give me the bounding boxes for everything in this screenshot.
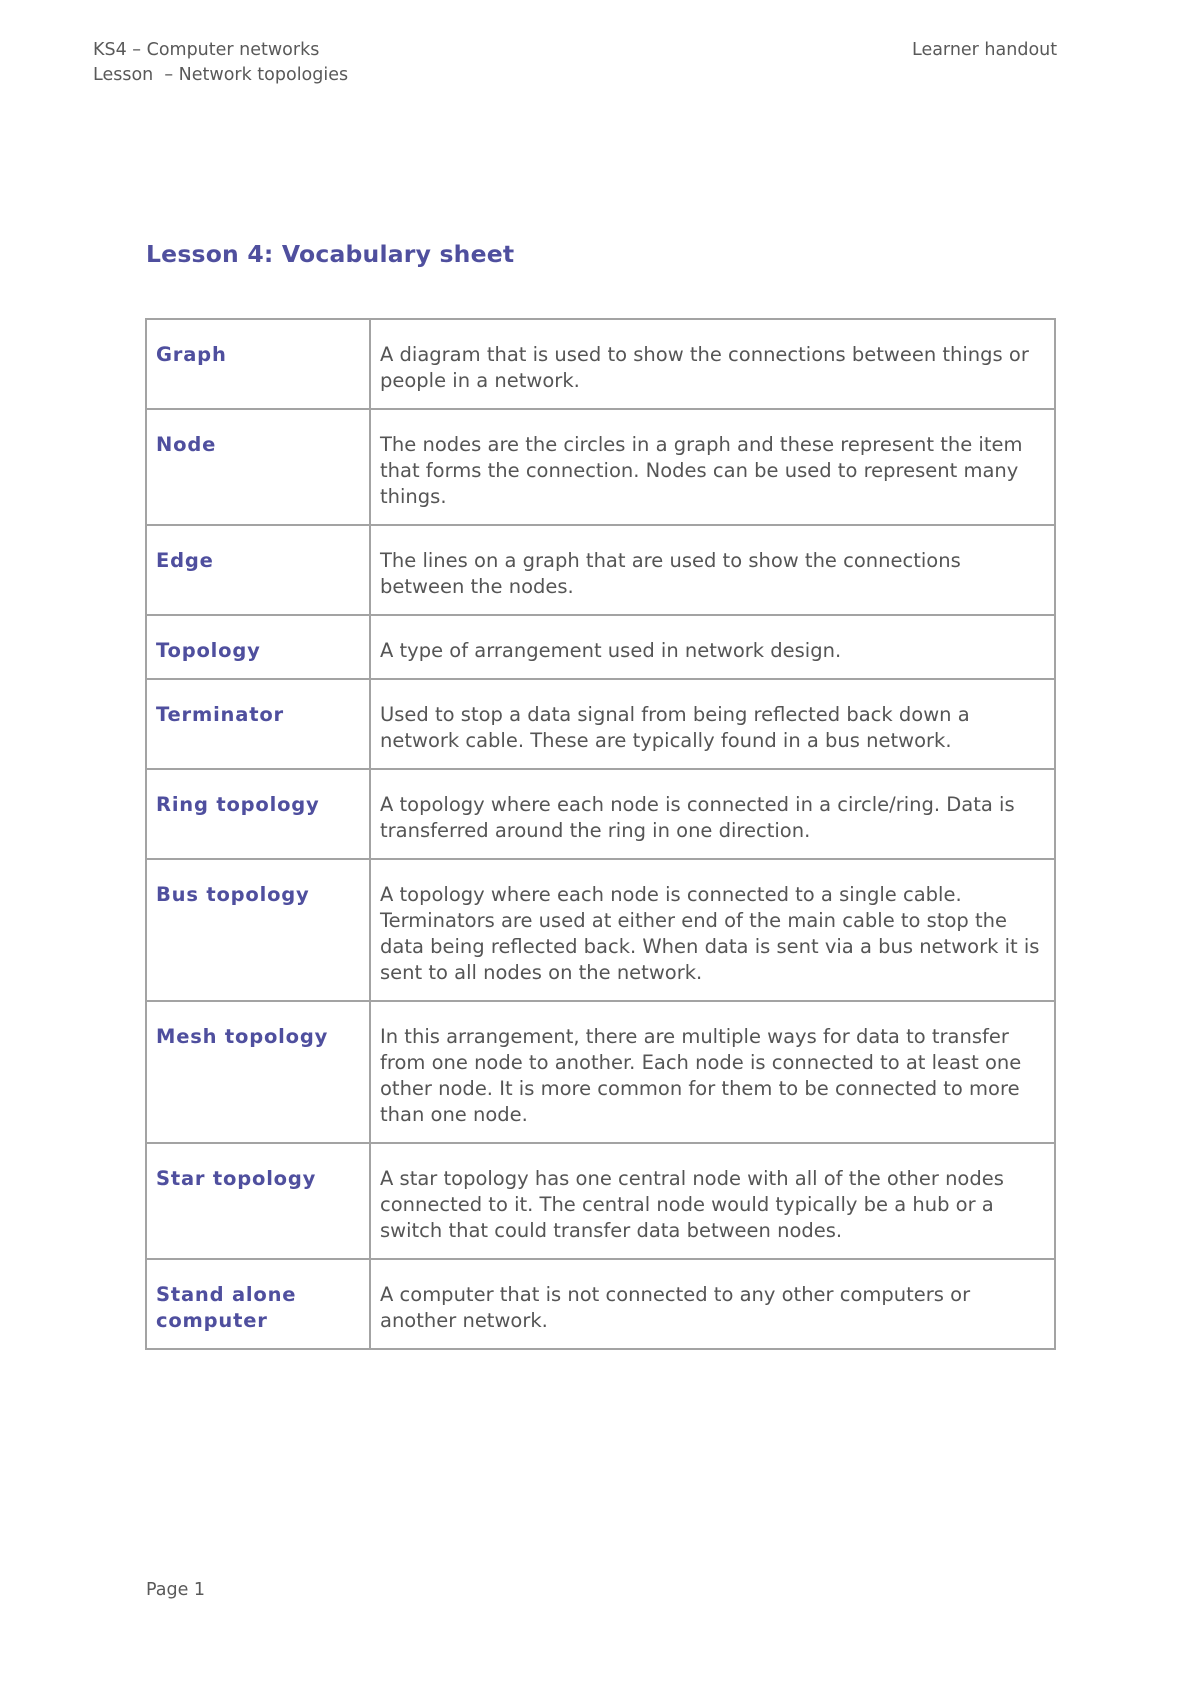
- lesson-subtitle: Lesson – Network topologies: [93, 65, 349, 85]
- table-row: [146, 1259, 1055, 1349]
- definition-cell: The nodes are the circles in a graph and these represent the item that forms the connection. Nodes can be used to represent many things.: [370, 409, 1055, 525]
- term-cell: Node: [146, 409, 370, 525]
- term-cell: Graph: [146, 319, 370, 409]
- definition-cell: The lines on a graph that are used to show the connections between the nodes.: [370, 525, 1055, 615]
- definition-cell: In this arrangement, there are multiple ways for data to transfer from one node to another. Each node is connected to at least one other node. It is more common for them to be connected to more than one node.: [370, 1001, 1055, 1143]
- term-cell: Bus topology: [146, 859, 370, 1001]
- table-row: [146, 1001, 1055, 1143]
- table-row: [146, 615, 1055, 679]
- handout-label: Learner handout: [912, 40, 1058, 60]
- course-title: KS4 – Computer networks: [93, 40, 320, 60]
- definition-cell: Used to stop a data signal from being reflected back down a network cable. These are typically found in a bus network.: [370, 679, 1055, 769]
- term-cell: Ring topology: [146, 769, 370, 859]
- term-cell: Mesh topology: [146, 1001, 370, 1143]
- definition-cell: A type of arrangement used in network design.: [370, 615, 1055, 679]
- definition-cell: A diagram that is used to show the connections between things or people in a network.: [370, 319, 1055, 409]
- table-row: [146, 525, 1055, 615]
- definition-cell: A computer that is not connected to any other computers or another network.: [370, 1259, 1055, 1349]
- term-cell: Star topology: [146, 1143, 370, 1259]
- definition-cell: A star topology has one central node with all of the other nodes connected to it. The central node would typically be a hub or a switch that could transfer data between nodes.: [370, 1143, 1055, 1259]
- term-cell: Topology: [146, 615, 370, 679]
- page-title: Lesson 4: Vocabulary sheet: [146, 240, 515, 268]
- table-row: [146, 679, 1055, 769]
- definition-cell: A topology where each node is connected to a single cable. Terminators are used at either end of the main cable to stop the data being reflected back. When data is sent via a bus network it is sent to all nodes on the network.: [370, 859, 1055, 1001]
- definition-cell: A topology where each node is connected in a circle/ring. Data is transferred around the ring in one direction.: [370, 769, 1055, 859]
- table-row: [146, 409, 1055, 525]
- term-cell: Edge: [146, 525, 370, 615]
- page-header: [93, 38, 348, 88]
- table-row: [146, 769, 1055, 859]
- term-cell: Stand alone computer: [146, 1259, 370, 1349]
- table-row: [146, 319, 1055, 409]
- table-row: [146, 1143, 1055, 1259]
- table-row: [146, 859, 1055, 1001]
- term-cell: Terminator: [146, 679, 370, 769]
- vocabulary-table: [145, 318, 1056, 1350]
- page-number: Page 1: [146, 1580, 206, 1600]
